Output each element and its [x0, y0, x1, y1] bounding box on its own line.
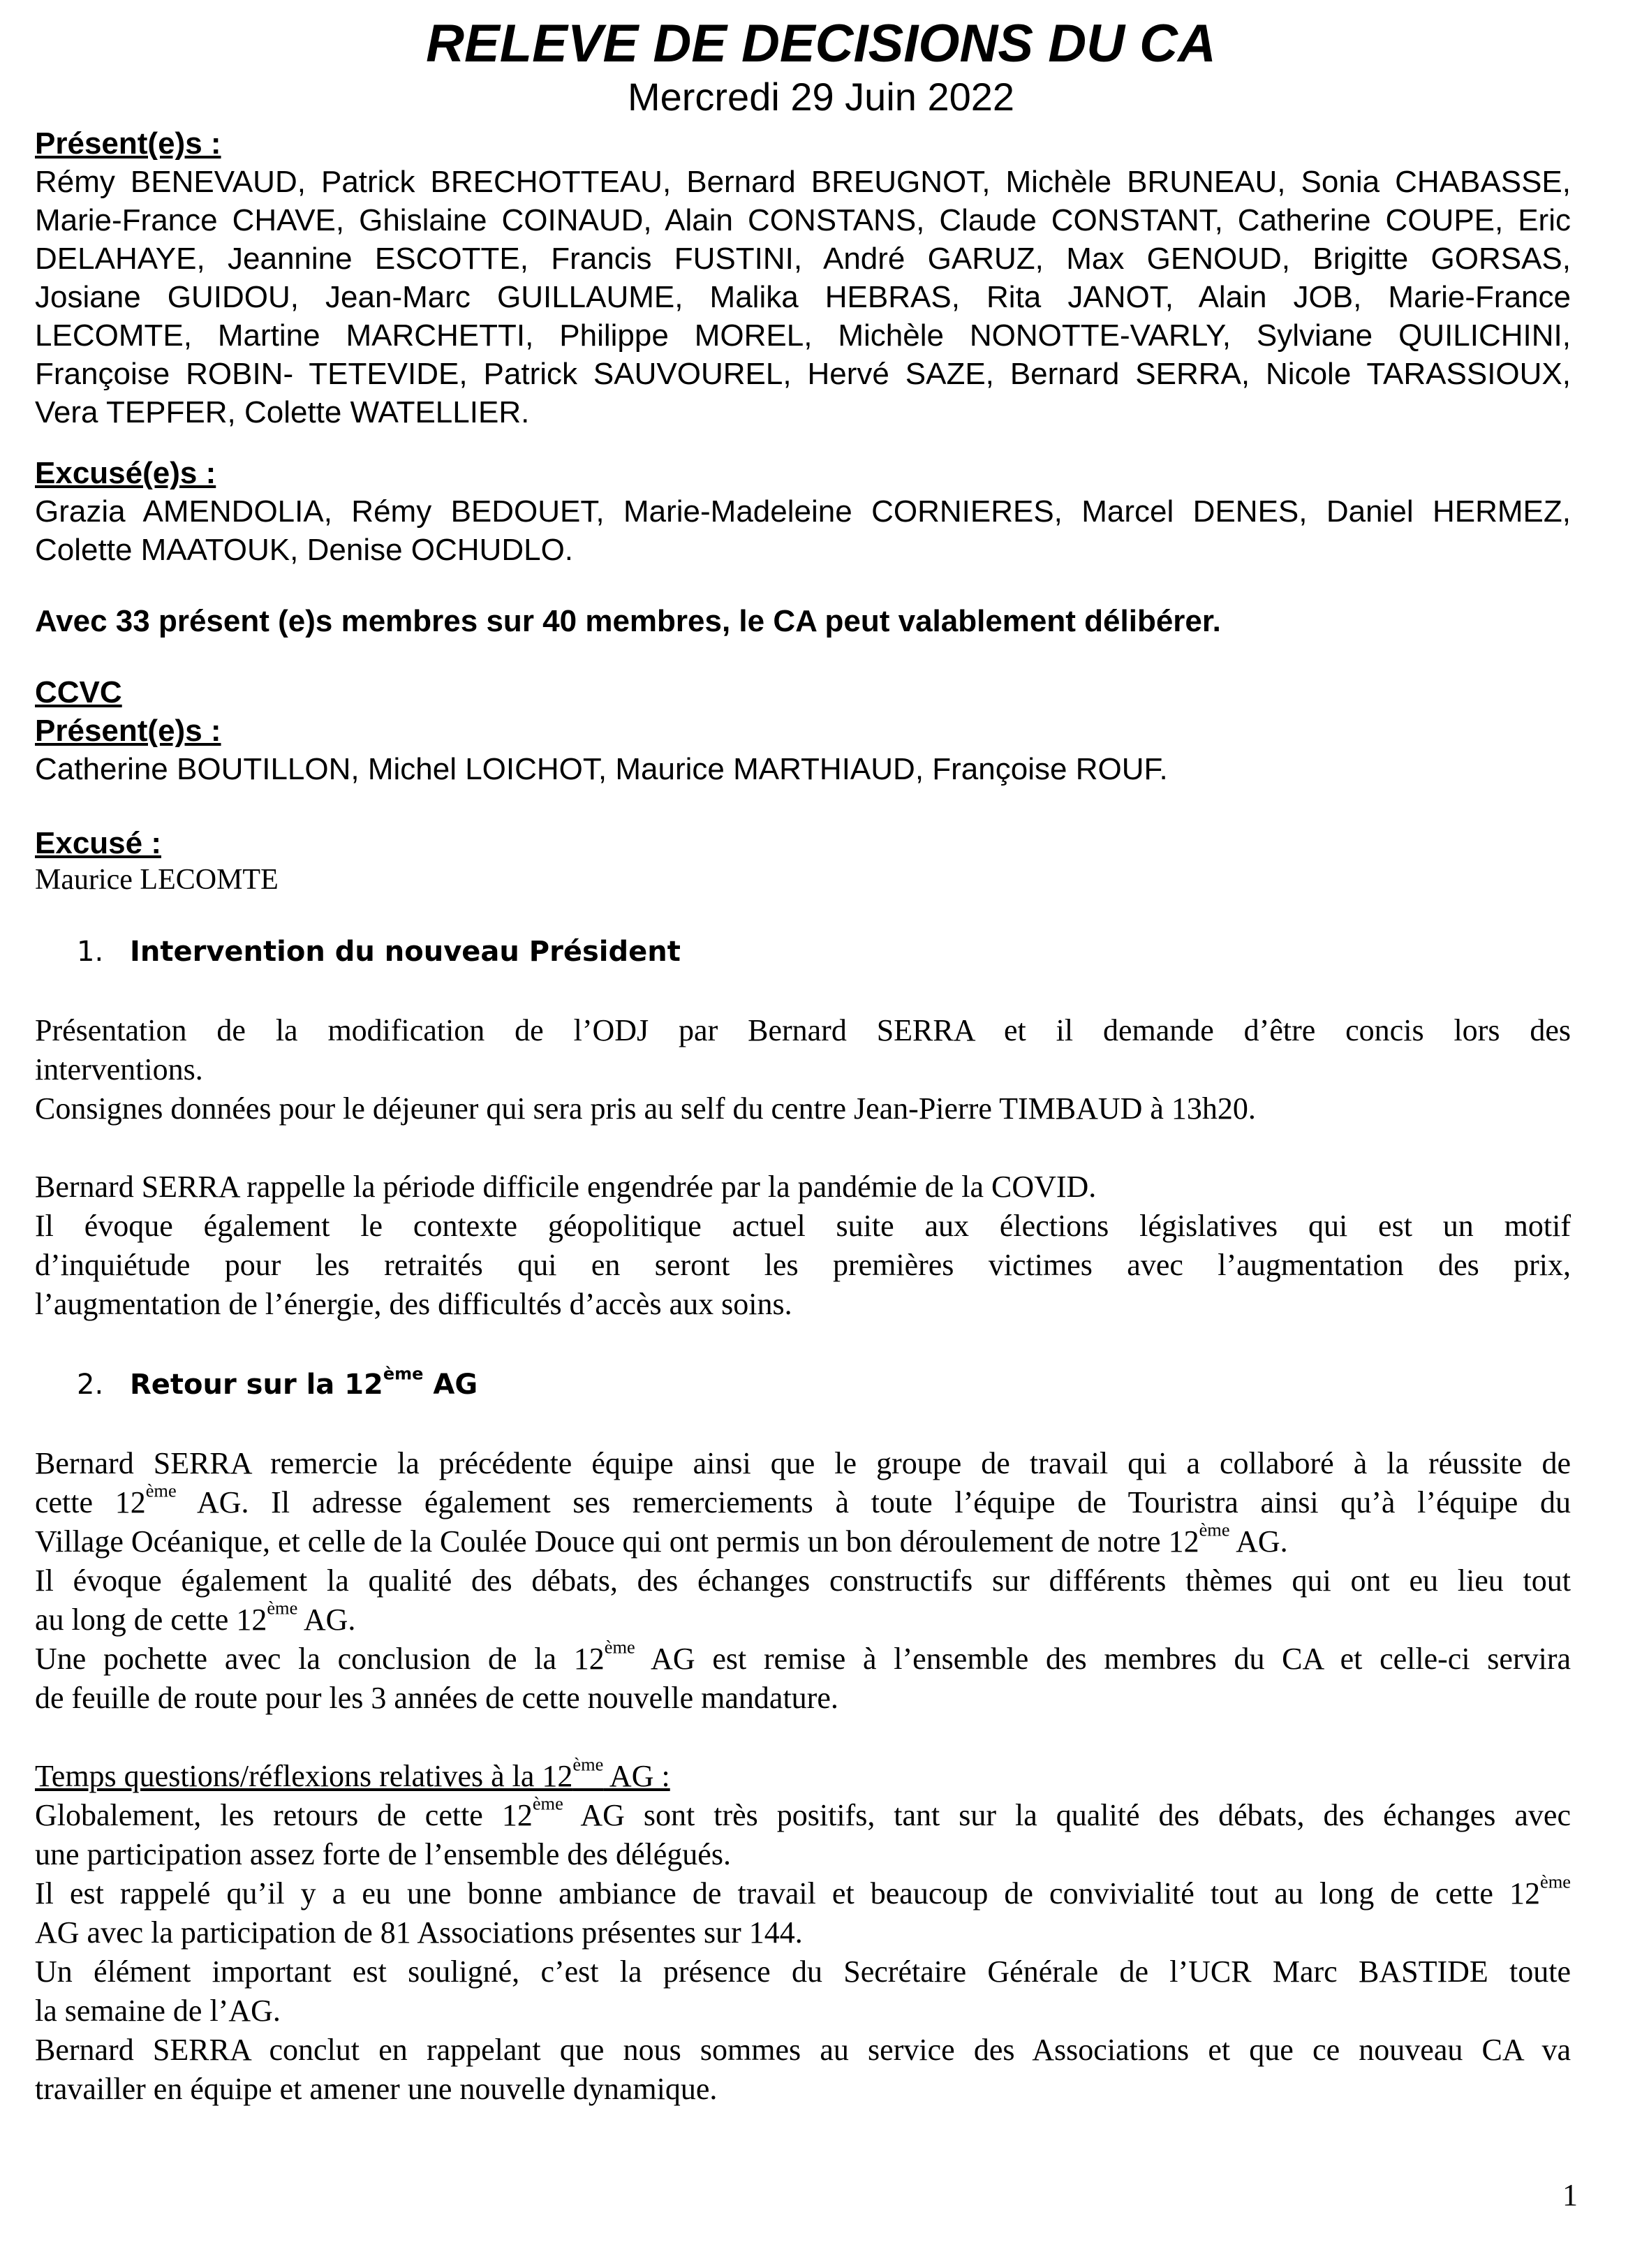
presents-heading: Présent(e)s : — [35, 126, 221, 161]
presents-line: LECOMTE, Martine MARCHETTI, Philippe MOREL, Michèle NONOTTE-VARLY, Sylviane QUILICHINI, — [35, 318, 1571, 353]
paragraph-line: au long de cette 12ème AG. — [35, 1597, 356, 1637]
ccvc-excuse-block — [35, 824, 1571, 862]
meeting-date: Mercredi 29 Juin 2022 — [627, 75, 1015, 119]
excuses-heading: Excusé(e)s : — [35, 456, 216, 490]
questions-block — [35, 1753, 1571, 2109]
section-title: Intervention du nouveau Président — [130, 936, 681, 968]
paragraph-line: cette 12ème AG. Il adresse également ses remerciements à toute l’équipe de Touristra ainsi qu’à l’équipe du — [35, 1480, 1571, 1519]
section-number: 1. — [77, 936, 104, 968]
paragraph-line: Il est rappelé qu’il y a eu une bonne ambiance de travail et beaucoup de convivialité tout au long de cette 12ème — [35, 1871, 1571, 1910]
paragraph-line: Un élément important est souligné, c’est la présence du Secrétaire Générale de l’UCR Marc BASTIDE toute — [35, 1954, 1571, 1989]
paragraph-line: Bernard SERRA remercie la précédente équipe ainsi que le groupe de travail qui a collaboré à la réussite de — [35, 1446, 1571, 1480]
paragraph-line: interventions. — [35, 1052, 203, 1087]
ccvc-excuse-name: Maurice LECOMTE — [35, 864, 279, 896]
paragraph-line: Présentation de la modification de l’ODJ par Bernard SERRA et il demande d’être concis lors des — [35, 1013, 1571, 1047]
ccvc-heading: CCVC — [35, 675, 122, 709]
ccvc-excuse-heading: Excusé : — [35, 826, 161, 860]
excuses-block — [35, 454, 1571, 569]
presents-line: Françoise ROBIN- TETEVIDE, Patrick SAUVOUREL, Hervé SAZE, Bernard SERRA, Nicole TARASSIOUX, — [35, 357, 1571, 391]
presents-line: DELAHAYE, Jeannine ESCOTTE, Francis FUSTINI, André GARUZ, Max GENOUD, Brigitte GORSAS, — [35, 242, 1571, 276]
paragraph-line: Il évoque également la qualité des débats, des échanges constructifs sur différents thèmes qui ont eu lieu tout — [35, 1563, 1571, 1598]
section-2-heading — [77, 1364, 478, 1401]
paragraph-line: une participation assez forte de l’ensemble des délégués. — [35, 1837, 731, 1871]
paragraph-line: la semaine de l’AG. — [35, 1994, 281, 2028]
excuses-line: Colette MAATOUK, Denise OCHUDLO. — [35, 533, 574, 567]
presents-block — [35, 124, 1571, 432]
quorum-statement: Avec 33 présent (e)s membres sur 40 membres, le CA peut valablement délibérer. — [35, 604, 1221, 638]
presents-line: Josiane GUIDOU, Jean-Marc GUILLAUME, Malika HEBRAS, Rita JANOT, Alain JOB, Marie-France — [35, 280, 1571, 314]
excuses-line: Grazia AMENDOLIA, Rémy BEDOUET, Marie-Madeleine CORNIERES, Marcel DENES, Daniel HERMEZ, — [35, 494, 1571, 529]
ccvc-block — [35, 673, 1571, 788]
paragraph-line: travailler en équipe et amener une nouvelle dynamique. — [35, 2072, 718, 2106]
page-number: 1 — [1562, 2178, 1578, 2212]
section-number: 2. — [77, 1369, 104, 1401]
ccvc-presents-list: Catherine BOUTILLON, Michel LOICHOT, Maurice MARTHIAUD, Françoise ROUF. — [35, 752, 1168, 786]
document-title: RELEVE DE DECISIONS DU CA — [426, 14, 1216, 73]
paragraph-line: Consignes données pour le déjeuner qui sera pris au self du centre Jean-Pierre TIMBAUD à 13h20. — [35, 1091, 1256, 1126]
paragraph-line: Bernard SERRA rappelle la période difficile engendrée par la pandémie de la COVID. — [35, 1170, 1097, 1204]
section-title: Retour sur la 12ème AG — [130, 1364, 478, 1401]
questions-heading: Temps questions/réflexions relatives à la 12ème AG : — [35, 1753, 670, 1793]
ccvc-presents-heading: Présent(e)s : — [35, 714, 221, 748]
section-1-paragraph-2 — [35, 1168, 1571, 1324]
paragraph-line: AG avec la participation de 81 Associations présentes sur 144. — [35, 1915, 803, 1950]
section-2-paragraph — [35, 1444, 1571, 1718]
paragraph-line: Bernard SERRA conclut en rappelant que nous sommes au service des Associations et que ce nouveau CA va — [35, 2033, 1571, 2067]
paragraph-line: de feuille de route pour les 3 années de cette nouvelle mandature. — [35, 1681, 838, 1715]
paragraph-line: Il évoque également le contexte géopolitique actuel suite aux élections législatives qui est un motif — [35, 1209, 1571, 1243]
paragraph-line: l’augmentation de l’énergie, des difficultés d’accès aux soins. — [35, 1287, 792, 1321]
presents-line: Rémy BENEVAUD, Patrick BRECHOTTEAU, Bernard BREUGNOT, Michèle BRUNEAU, Sonia CHABASSE, — [35, 165, 1571, 199]
section-1-paragraph-1 — [35, 1011, 1571, 1128]
section-1-heading — [77, 936, 681, 968]
paragraph-line: Une pochette avec la conclusion de la 12ème AG est remise à l’ensemble des membres du CA et celle-ci servira — [35, 1636, 1571, 1676]
paragraph-line: d’inquiétude pour les retraités qui en seront les premières victimes avec l’augmentation des prix, — [35, 1248, 1571, 1282]
presents-line: Vera TEPFER, Colette WATELLIER. — [35, 395, 530, 429]
presents-line: Marie-France CHAVE, Ghislaine COINAUD, Alain CONSTANS, Claude CONSTANT, Catherine COUPE, Eric — [35, 203, 1571, 237]
paragraph-line: Globalement, les retours de cette 12ème AG sont très positifs, tant sur la qualité des débats, des échanges avec — [35, 1792, 1571, 1832]
paragraph-line: Village Océanique, et celle de la Coulée Douce qui ont permis un bon déroulement de notre 12ème AG. — [35, 1519, 1288, 1559]
